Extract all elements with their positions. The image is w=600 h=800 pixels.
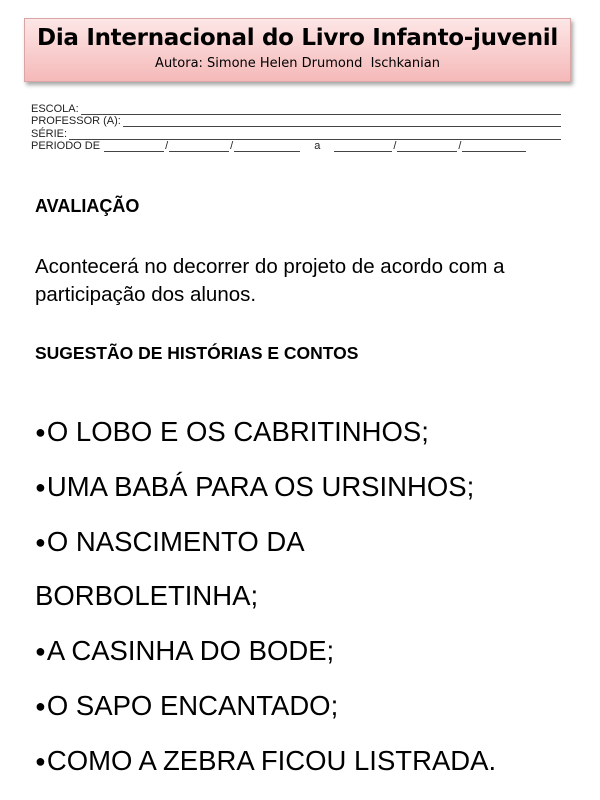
escola-label: ESCOLA:	[31, 102, 79, 115]
story-title-continuation: BORBOLETINHA;	[35, 580, 259, 612]
story-title: O NASCIMENTO DA	[46, 525, 305, 557]
author-line: Autora: Simone Helen Drumond Ischkanian	[155, 56, 440, 71]
periodo-end-year-field[interactable]	[462, 142, 526, 152]
list-item	[35, 679, 595, 734]
periodo-end-day-field[interactable]	[334, 142, 392, 152]
school-form	[31, 102, 561, 152]
list-item	[35, 405, 595, 460]
story-title: COMO A ZEBRA FICOU LISTRADA.	[46, 744, 497, 776]
serie-field[interactable]	[69, 130, 561, 140]
story-title: A CASINHA DO BODE;	[46, 635, 335, 667]
periodo-row	[31, 140, 561, 153]
avaliacao-text: Acontecerá no decorrer do projeto de acordo com a participação dos alunos.	[35, 255, 505, 306]
periodo-start-year-field[interactable]	[234, 142, 300, 152]
stories-list	[35, 405, 595, 789]
professor-row	[31, 115, 561, 128]
bullet-icon: ●	[35, 750, 46, 771]
date-separator: /	[393, 140, 397, 152]
bullet-icon: ●	[35, 695, 46, 716]
serie-row	[31, 127, 561, 140]
bullet-icon: ●	[35, 531, 46, 552]
bullet-icon: ●	[35, 641, 46, 662]
list-item	[35, 624, 595, 679]
periodo-connector: a	[314, 140, 321, 152]
escola-row	[31, 102, 561, 115]
title-banner	[24, 18, 571, 82]
periodo-start-day-field[interactable]	[104, 142, 164, 152]
story-title: UMA BABÁ PARA OS URSINHOS;	[46, 470, 475, 502]
periodo-label: PERIODO DE	[31, 140, 101, 152]
date-separator: /	[230, 140, 234, 152]
periodo-start-month-field[interactable]	[169, 142, 229, 152]
bullet-icon: ●	[35, 476, 46, 497]
page-title: Dia Internacional do Livro Infanto-juvenil	[37, 25, 558, 51]
periodo-end-month-field[interactable]	[397, 142, 457, 152]
professor-label: PROFESSOR (A):	[31, 115, 121, 127]
bullet-icon: ●	[35, 422, 46, 442]
sugestao-heading: SUGESTÃO DE HISTÓRIAS E CONTOS	[35, 343, 359, 363]
story-title: O SAPO ENCANTADO;	[46, 689, 339, 721]
serie-label: SÉRIE:	[31, 127, 68, 140]
story-title: O LOBO E OS CABRITINHOS;	[46, 416, 429, 447]
date-separator: /	[458, 140, 462, 152]
list-item	[35, 460, 595, 515]
escola-field[interactable]	[81, 105, 561, 115]
list-item-continuation	[35, 569, 595, 624]
avaliacao-heading: AVALIAÇÃO	[35, 196, 140, 216]
list-item	[35, 734, 595, 789]
date-separator: /	[165, 140, 169, 152]
professor-field[interactable]	[123, 117, 561, 127]
list-item	[35, 515, 595, 570]
